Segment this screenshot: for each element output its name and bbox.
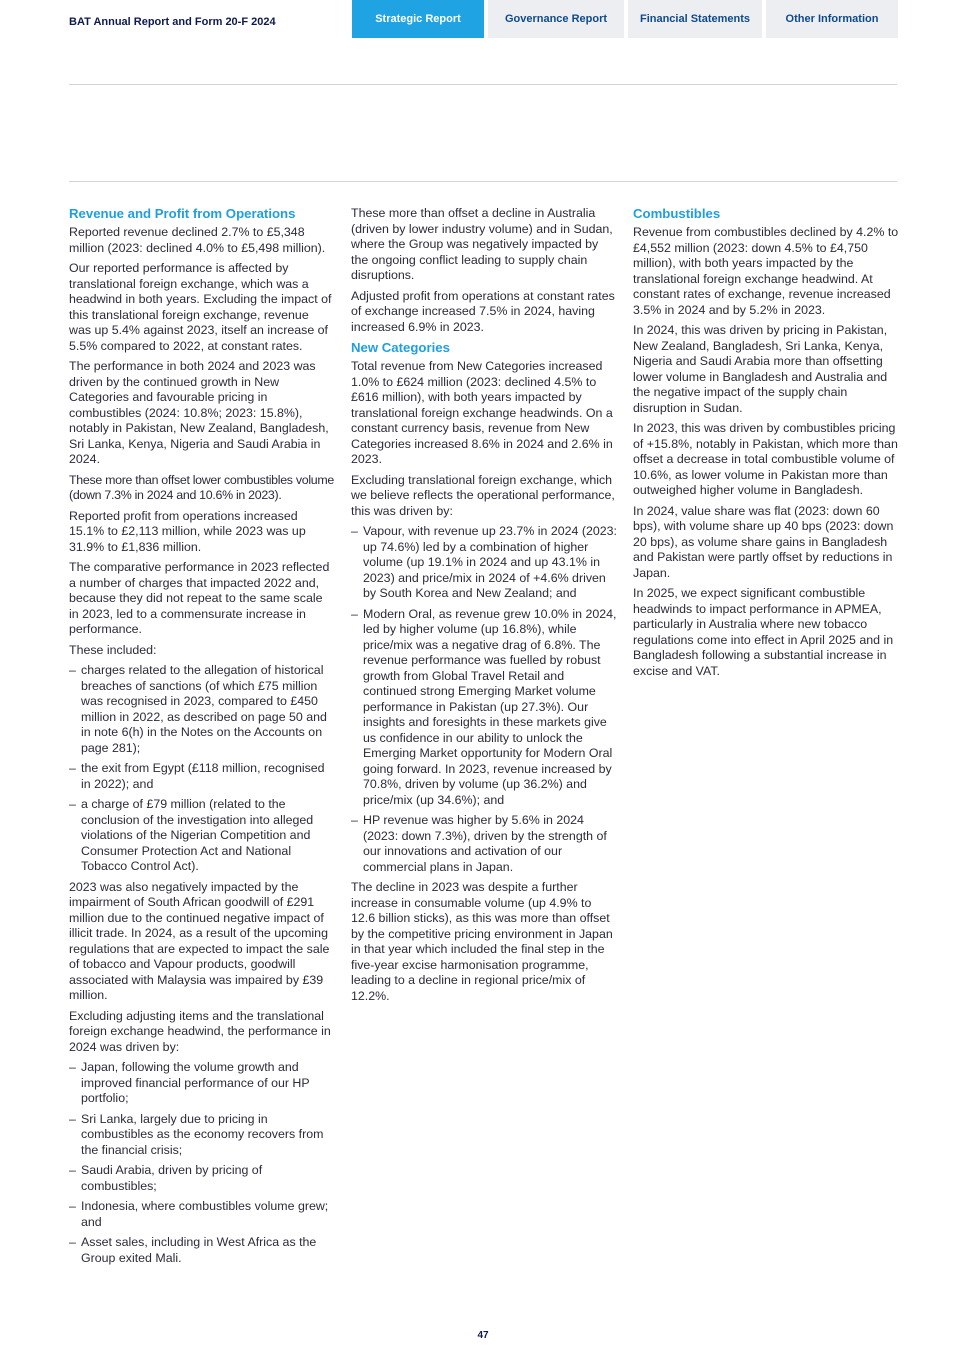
section-divider	[69, 181, 897, 182]
paragraph: Reported revenue declined 2.7% to £5,348 million (2023: declined 4.0% to £5,498 million).	[69, 225, 326, 255]
paragraph: These more than offset lower combustibles volume (down 7.3% in 2024 and 10.6% in 2023).	[69, 472, 334, 502]
list-item: – the exit from Egypt (£118 million, recognised in 2022); and	[69, 761, 334, 792]
list-item: – Indonesia, where combustibles volume grew; and	[69, 1199, 334, 1230]
paragraph: Total revenue from New Categories increased 1.0% to £624 million (2023: declined 4.5% to £616 million), with both years impacted by translational foreign exchange headwinds. On a constant currency basis, revenue from New Categories increased 8.6% in 2024 and 2.6% in 2023.	[351, 359, 613, 466]
column-combustibles	[633, 206, 899, 684]
paragraph: Reported profit from operations increased 15.1% to £2,113 million, while 2023 was up 31.9% to £1,836 million.	[69, 508, 306, 554]
heading-combustibles: Combustibles	[633, 206, 721, 221]
section-tabs	[352, 0, 902, 38]
list-item: – Modern Oral, as revenue grew 10.0% in 2024, led by higher volume (up 16.8%), while price/mix was a negative drag of 6.8%. The revenue performance was fuelled by robust growth from Global Travel Retail and continued strong Emerging Market volume performance in Pakistan (up 27.3%). Our insights and foresights in these markets give us confidence in our ability to unlock the Emerging Market opportunity for Modern Oral going forward. In 2023, revenue increased by 70.8%, driven by volume (up 36.2%) and price/mix (up 34.6%); and	[351, 607, 617, 809]
tab-governance-report[interactable]: Governance Report	[488, 0, 624, 38]
paragraph: The comparative performance in 2023 reflected a number of charges that impacted 2022 and, because they did not repeat to the same scale in 2023, led to a commensurate increase in performance.	[69, 560, 330, 636]
tab-other-information[interactable]: Other Information	[766, 0, 898, 38]
report-title: BAT Annual Report and Form 20-F 2024	[69, 16, 276, 28]
list-item: – Asset sales, including in West Africa as the Group exited Mali.	[69, 1235, 334, 1266]
paragraph: 2023 was also negatively impacted by the impairment of South African goodwill of £291 million due to the continued negative impact of illicit trade. In 2024, as a result of the upcoming regulations that are expected to impact the sale of tobacco and Vapour products, goodwill associated with Malaysia was impaired by £39 million.	[69, 879, 330, 1002]
list-item: – Saudi Arabia, driven by pricing of combustibles;	[69, 1163, 334, 1194]
tab-financial-statements[interactable]: Financial Statements	[628, 0, 762, 38]
list-item: – Sri Lanka, largely due to pricing in combustibles as the economy recovers from the financial crisis;	[69, 1112, 334, 1159]
column-new-categories	[351, 206, 617, 1009]
charges-list	[69, 663, 334, 875]
top-divider	[69, 84, 897, 85]
paragraph: The performance in both 2024 and 2023 was driven by the continued growth in New Categories and favourable pricing in combustibles (2024: 10.8%; 2023: 15.8%), notably in Pakistan, New Zealand, Bangladesh, Sri Lanka, Kenya, Nigeria and Saudi Arabia in 2024.	[69, 359, 329, 466]
list-item: – Vapour, with revenue up 23.7% in 2024 (2023: up 74.6%) led by a combination of higher volume (up 19.1% in 2024 and up 43.1% in 2023) and price/mix in 2024 of +4.6% driven by South Korea and New Zealand; and	[351, 524, 617, 602]
paragraph: These included:	[69, 642, 157, 657]
paragraph: In 2025, we expect significant combustible headwinds to impact performance in APMEA, particularly in Australia where new tobacco regulations come into effect in April 2025 and in Bangladesh following a substantial increase in excise and VAT.	[633, 586, 894, 678]
paragraph: In 2024, value share was flat (2023: down 60 bps), with volume share up 40 bps (2023: down 20 bps), as volume share gains in Bangladesh and Pakistan were partly offset by reductions in Japan.	[633, 503, 894, 580]
list-item: – Japan, following the volume growth and improved financial performance of our HP portfolio;	[69, 1060, 334, 1107]
paragraph: In 2023, this was driven by combustibles pricing of +15.8%, notably in Pakistan, which more than offset a decrease in total combustible volume of 10.6%, as lower volume in Pakistan more than outweighed higher volume in Bangladesh.	[633, 421, 898, 497]
paragraph: Revenue from combustibles declined by 4.2% to £4,552 million (2023: down 4.5% to £4,750 million), with both years impacted by the translational foreign exchange headwind. At constant rates of exchange, revenue increased 3.5% in 2024 and by 5.2% in 2023.	[633, 225, 899, 317]
list-item: – a charge of £79 million (related to the conclusion of the investigation into alleged violations of the Nigerian Competition and Consumer Protection Act and National Tobacco Control Act).	[69, 797, 334, 875]
paragraph: Excluding translational foreign exchange, which we believe reflects the operational performance, this was driven by:	[351, 472, 615, 518]
new-categories-list	[351, 524, 617, 875]
column-revenue-profit	[69, 206, 334, 1271]
list-item: – charges related to the allegation of historical breaches of sanctions (of which £75 million was recognised in 2023, compared to £450 million in 2022, as described on page 50 and in note 6(h) in the Notes on the Accounts on page 281);	[69, 663, 334, 756]
paragraph: The decline in 2023 was despite a further increase in consumable volume (up 4.9% to 12.6 billion sticks), as this was more than offset by the competitive pricing environment in Japan in that year which included the final step in the five-year excise harmonisation programme, leading to a decline in regional price/mix of 12.2%.	[351, 880, 613, 1003]
drivers-list	[69, 1060, 334, 1266]
paragraph: Excluding adjusting items and the translational foreign exchange headwind, the performance in 2024 was driven by:	[69, 1008, 331, 1054]
page-number: 47	[477, 1330, 489, 1341]
tab-strategic-report[interactable]: Strategic Report	[352, 0, 484, 38]
list-item: – HP revenue was higher by 5.6% in 2024 (2023: down 7.3%), driven by the strength of our innovations and activation of our commercial plans in Japan.	[351, 813, 617, 875]
paragraph: These more than offset a decline in Australia (driven by lower industry volume) and in Sudan, where the Group was negatively impacted by the ongoing conflict leading to supply chain disruptions.	[351, 206, 613, 282]
paragraph: Our reported performance is affected by translational foreign exchange, which was a headwind in both years. Excluding the impact of this translational foreign exchange, revenue was up 5.4% against 2023, itself an increase of 5.5% compared to 2022, at constant rates.	[69, 261, 332, 353]
heading-new-categories: New Categories	[351, 340, 450, 355]
heading-revenue-profit: Revenue and Profit from Operations	[69, 206, 296, 221]
paragraph: Adjusted profit from operations at constant rates of exchange increased 7.5% in 2024, having increased 6.9% in 2023.	[351, 288, 615, 334]
paragraph: In 2024, this was driven by pricing in Pakistan, New Zealand, Bangladesh, Sri Lanka, Kenya, Nigeria and Saudi Arabia more than offsetting lower volume in Bangladesh and Australia and the negative impact of the supply chain disruption in Sudan.	[633, 323, 888, 415]
